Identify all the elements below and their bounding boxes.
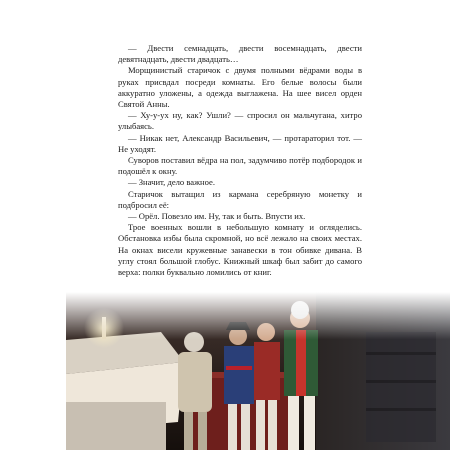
paragraph-2: Морщинистый старичок с двумя полными вёдрами воды в руках присвдал посреди комнаты. Его белые волосы были аккуратно уложены, а одежда выглажена. На шее висел орден Святой Анны. bbox=[118, 65, 362, 110]
story-text bbox=[118, 43, 362, 278]
paragraph-4: — Никак нет, Александр Васильевич, — протараторил тот. — Не уходят. bbox=[118, 132, 362, 154]
paragraph-1: — Двести семнадцать, двести восемнадцать, двести девятнадцать, двести двадцать… bbox=[118, 43, 362, 65]
paragraph-9: Трое военных вошли в небольшую комнату и огляделись. Обстановка избы была скромной, но всё лежало на своих местах. На окнах висели кружевные занавески в тон обивке дивана. В углу стоял большой глобус. Книжный шкаф был забит до самого верха: полки буквально ломились от книг. bbox=[118, 222, 362, 278]
paragraph-7: Старичок вытащил из кармана серебряную монетку и подбросил её: bbox=[118, 188, 362, 210]
paragraph-6: — Значит, дело важное. bbox=[128, 177, 216, 188]
story-illustration bbox=[66, 292, 450, 450]
paragraph-8: — Орёл. Повезло им. Ну, так и быть. Впусти их. bbox=[128, 211, 306, 222]
paragraph-5: Суворов поставил вёдра на пол, задумчиво потёр подбородок и подошёл к окну. bbox=[118, 155, 362, 177]
paragraph-3: — Ху-у-ух ну, как? Ушли? — спросил он мальчугана, хитро улыбаясь. bbox=[118, 110, 362, 132]
